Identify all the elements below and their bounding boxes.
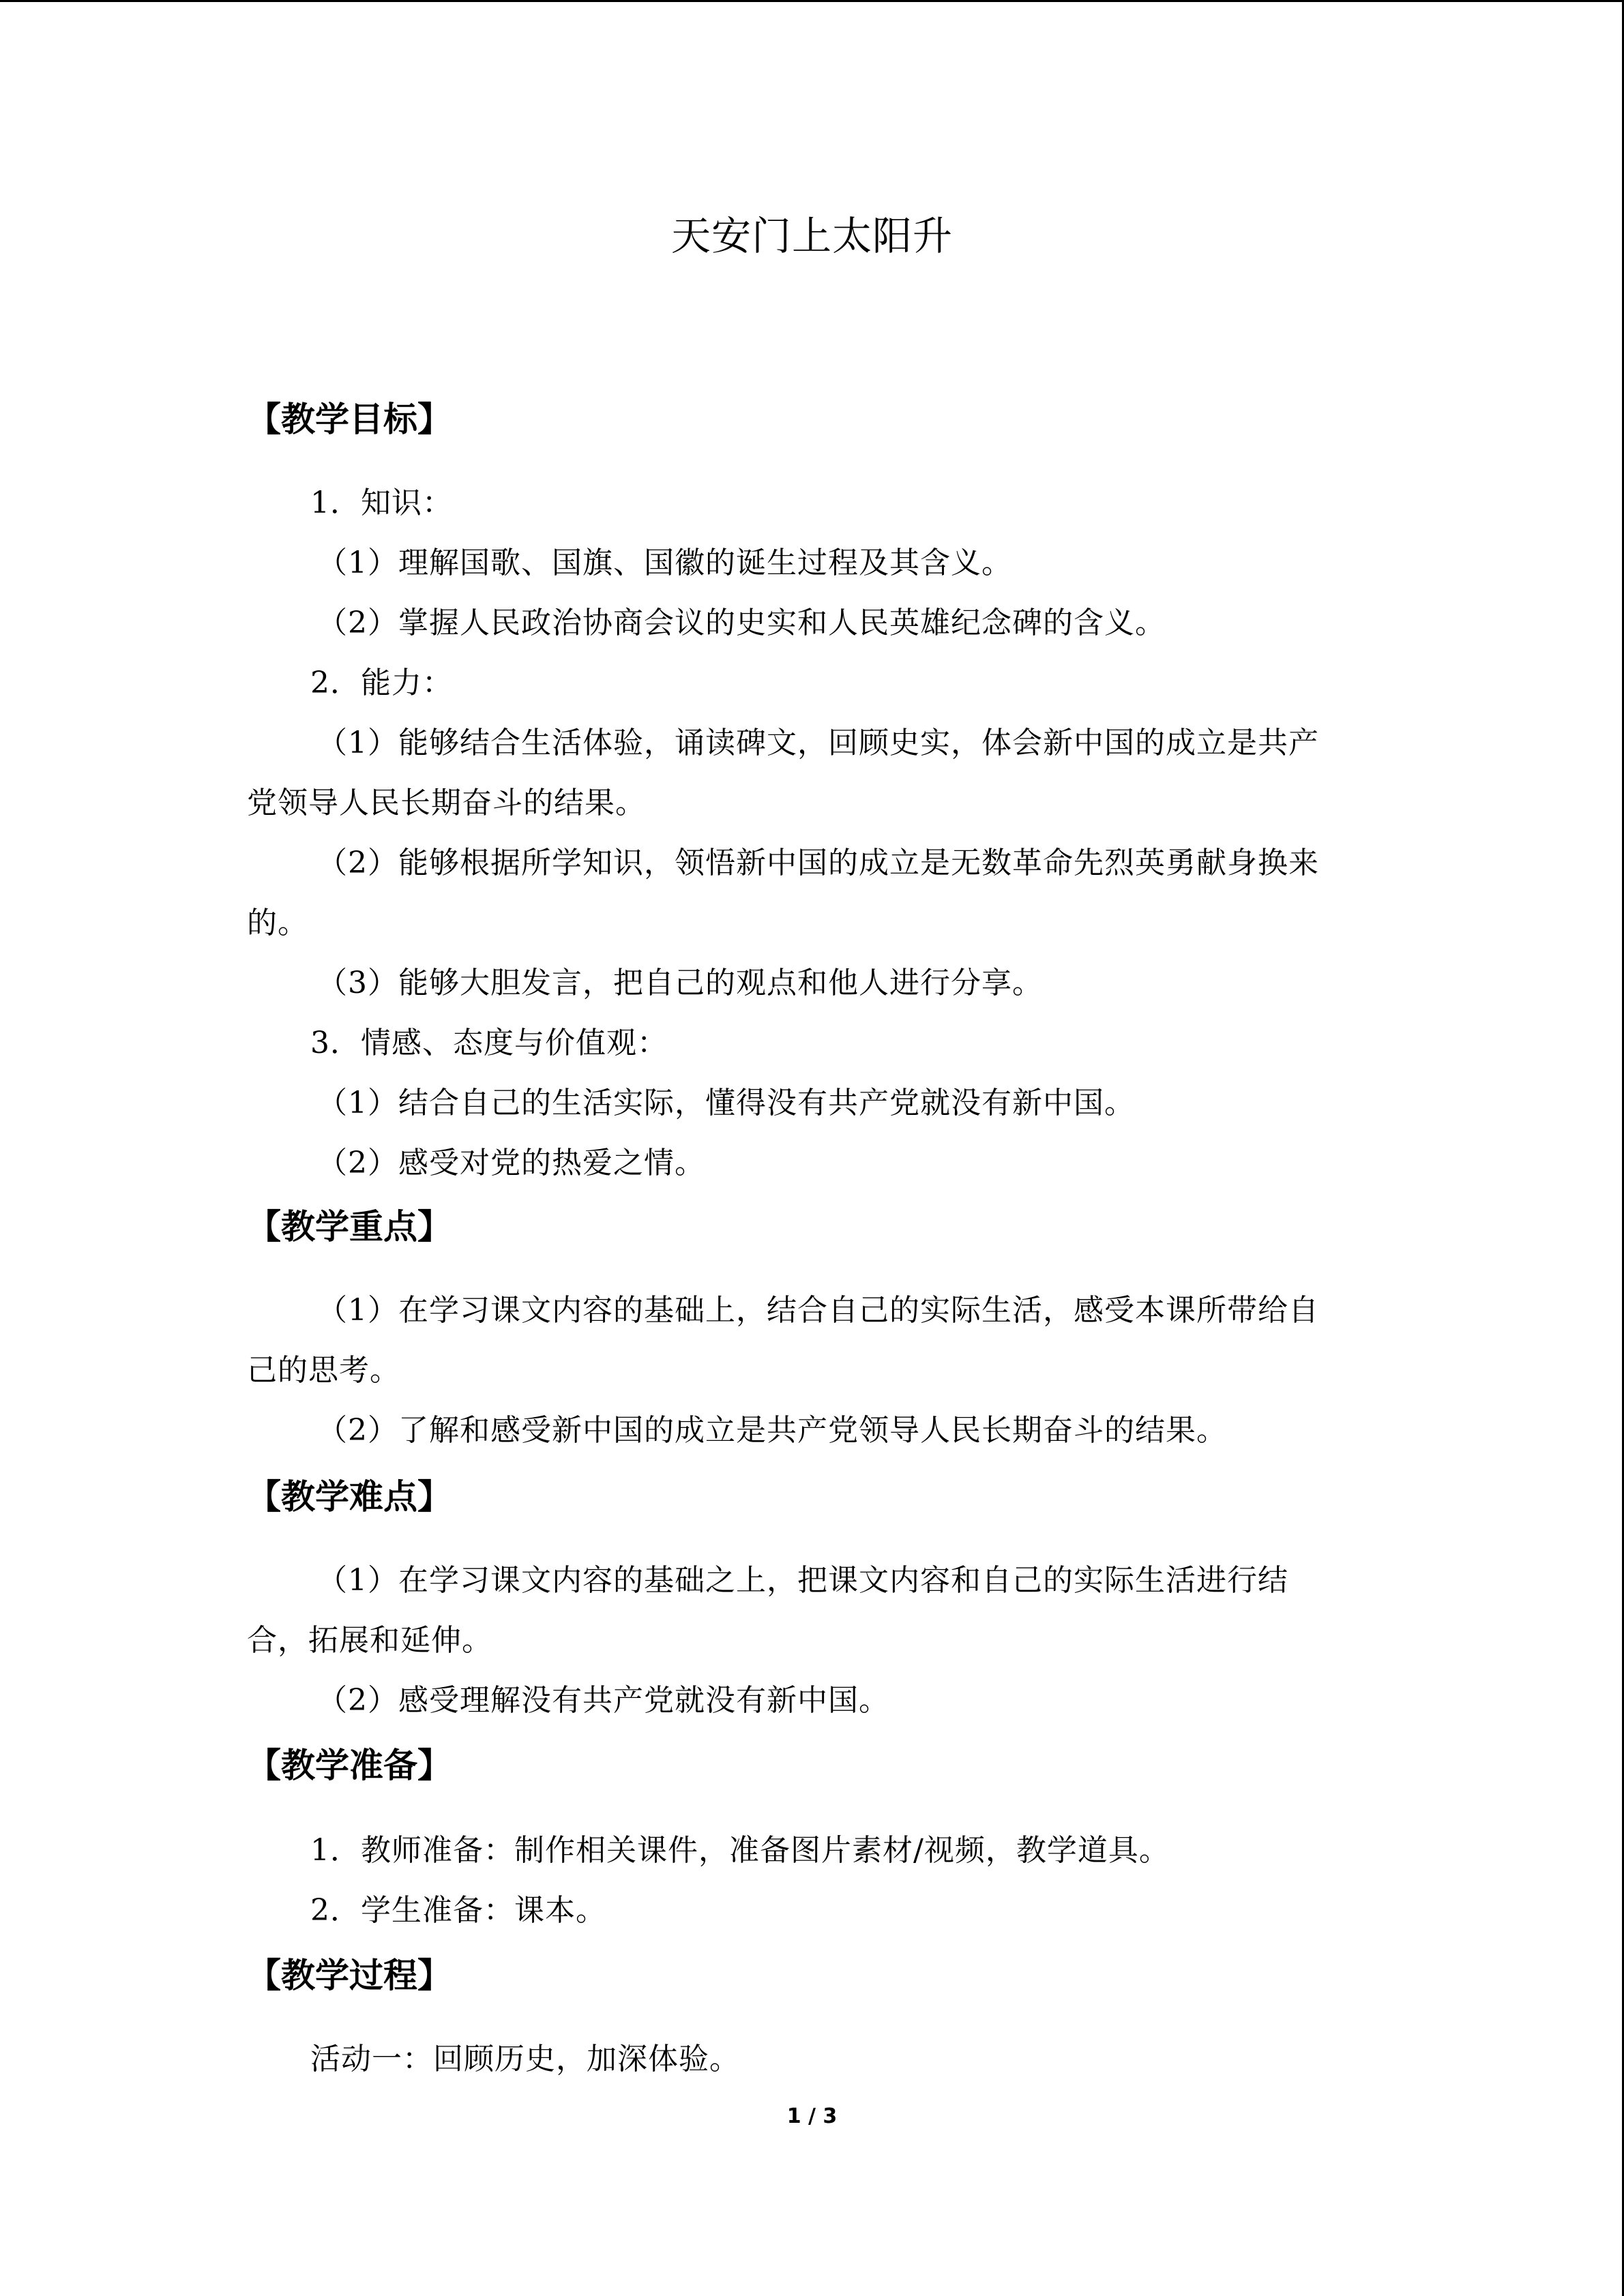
objectives-ability-label: 2．能力： [310, 666, 453, 700]
key-points-item-1-line-2: 己的思考。 [247, 1353, 400, 1388]
objectives-knowledge-item-2: （2）掌握人民政治协商会议的史实和人民英雄纪念碑的含义。 [317, 606, 1166, 640]
objectives-ability-item-2-line-1: （2）能够根据所学知识，领悟新中国的成立是无数革命先烈英勇献身换来 [317, 846, 1319, 880]
key-points-item-2: （2）了解和感受新中国的成立是共产党领导人民长期奋斗的结果。 [317, 1413, 1227, 1448]
objectives-emotion-item-1: （1）结合自己的生活实际，懂得没有共产党就没有新中国。 [317, 1086, 1135, 1120]
objectives-knowledge-item-1: （1）理解国歌、国旗、国徽的诞生过程及其含义。 [317, 546, 1012, 580]
objectives-ability-item-2-line-2: 的。 [247, 906, 308, 940]
section-heading-preparation: 【教学准备】 [247, 1746, 452, 1785]
section-heading-objectives: 【教学目标】 [247, 400, 452, 439]
section-heading-difficulties: 【教学难点】 [247, 1477, 452, 1517]
page-number: 1 / 3 [786, 2104, 838, 2128]
objectives-ability-item-3: （3）能够大胆发言，把自己的观点和他人进行分享。 [317, 966, 1043, 1000]
process-activity-1: 活动一：回顾历史，加深体验。 [310, 2042, 740, 2076]
difficulties-item-1-line-2: 合，拓展和延伸。 [247, 1623, 492, 1658]
page-top-border [0, 0, 1624, 2]
key-points-item-1-line-1: （1）在学习课文内容的基础上，结合自己的实际生活，感受本课所带给自 [317, 1293, 1319, 1328]
section-heading-process: 【教学过程】 [247, 1956, 452, 1995]
preparation-item-2: 2．学生准备：课本。 [310, 1893, 606, 1928]
difficulties-item-2: （2）感受理解没有共产党就没有新中国。 [317, 1683, 889, 1718]
section-heading-key-points: 【教学重点】 [247, 1207, 452, 1247]
objectives-ability-item-1-line-2: 党领导人民长期奋斗的结果。 [247, 786, 646, 820]
page-title: 天安门上太阳升 [670, 213, 953, 259]
objectives-emotion-label: 3．情感、态度与价值观： [310, 1026, 668, 1060]
objectives-knowledge-label: 1．知识： [310, 486, 453, 520]
difficulties-item-1-line-1: （1）在学习课文内容的基础之上，把课文内容和自己的实际生活进行结 [317, 1563, 1288, 1598]
preparation-item-1: 1．教师准备：制作相关课件，准备图片素材/视频，教学道具。 [310, 1833, 1170, 1868]
objectives-ability-item-1-line-1: （1）能够结合生活体验，诵读碑文，回顾史实，体会新中国的成立是共产 [317, 726, 1319, 760]
objectives-emotion-item-2: （2）感受对党的热爱之情。 [317, 1146, 705, 1180]
